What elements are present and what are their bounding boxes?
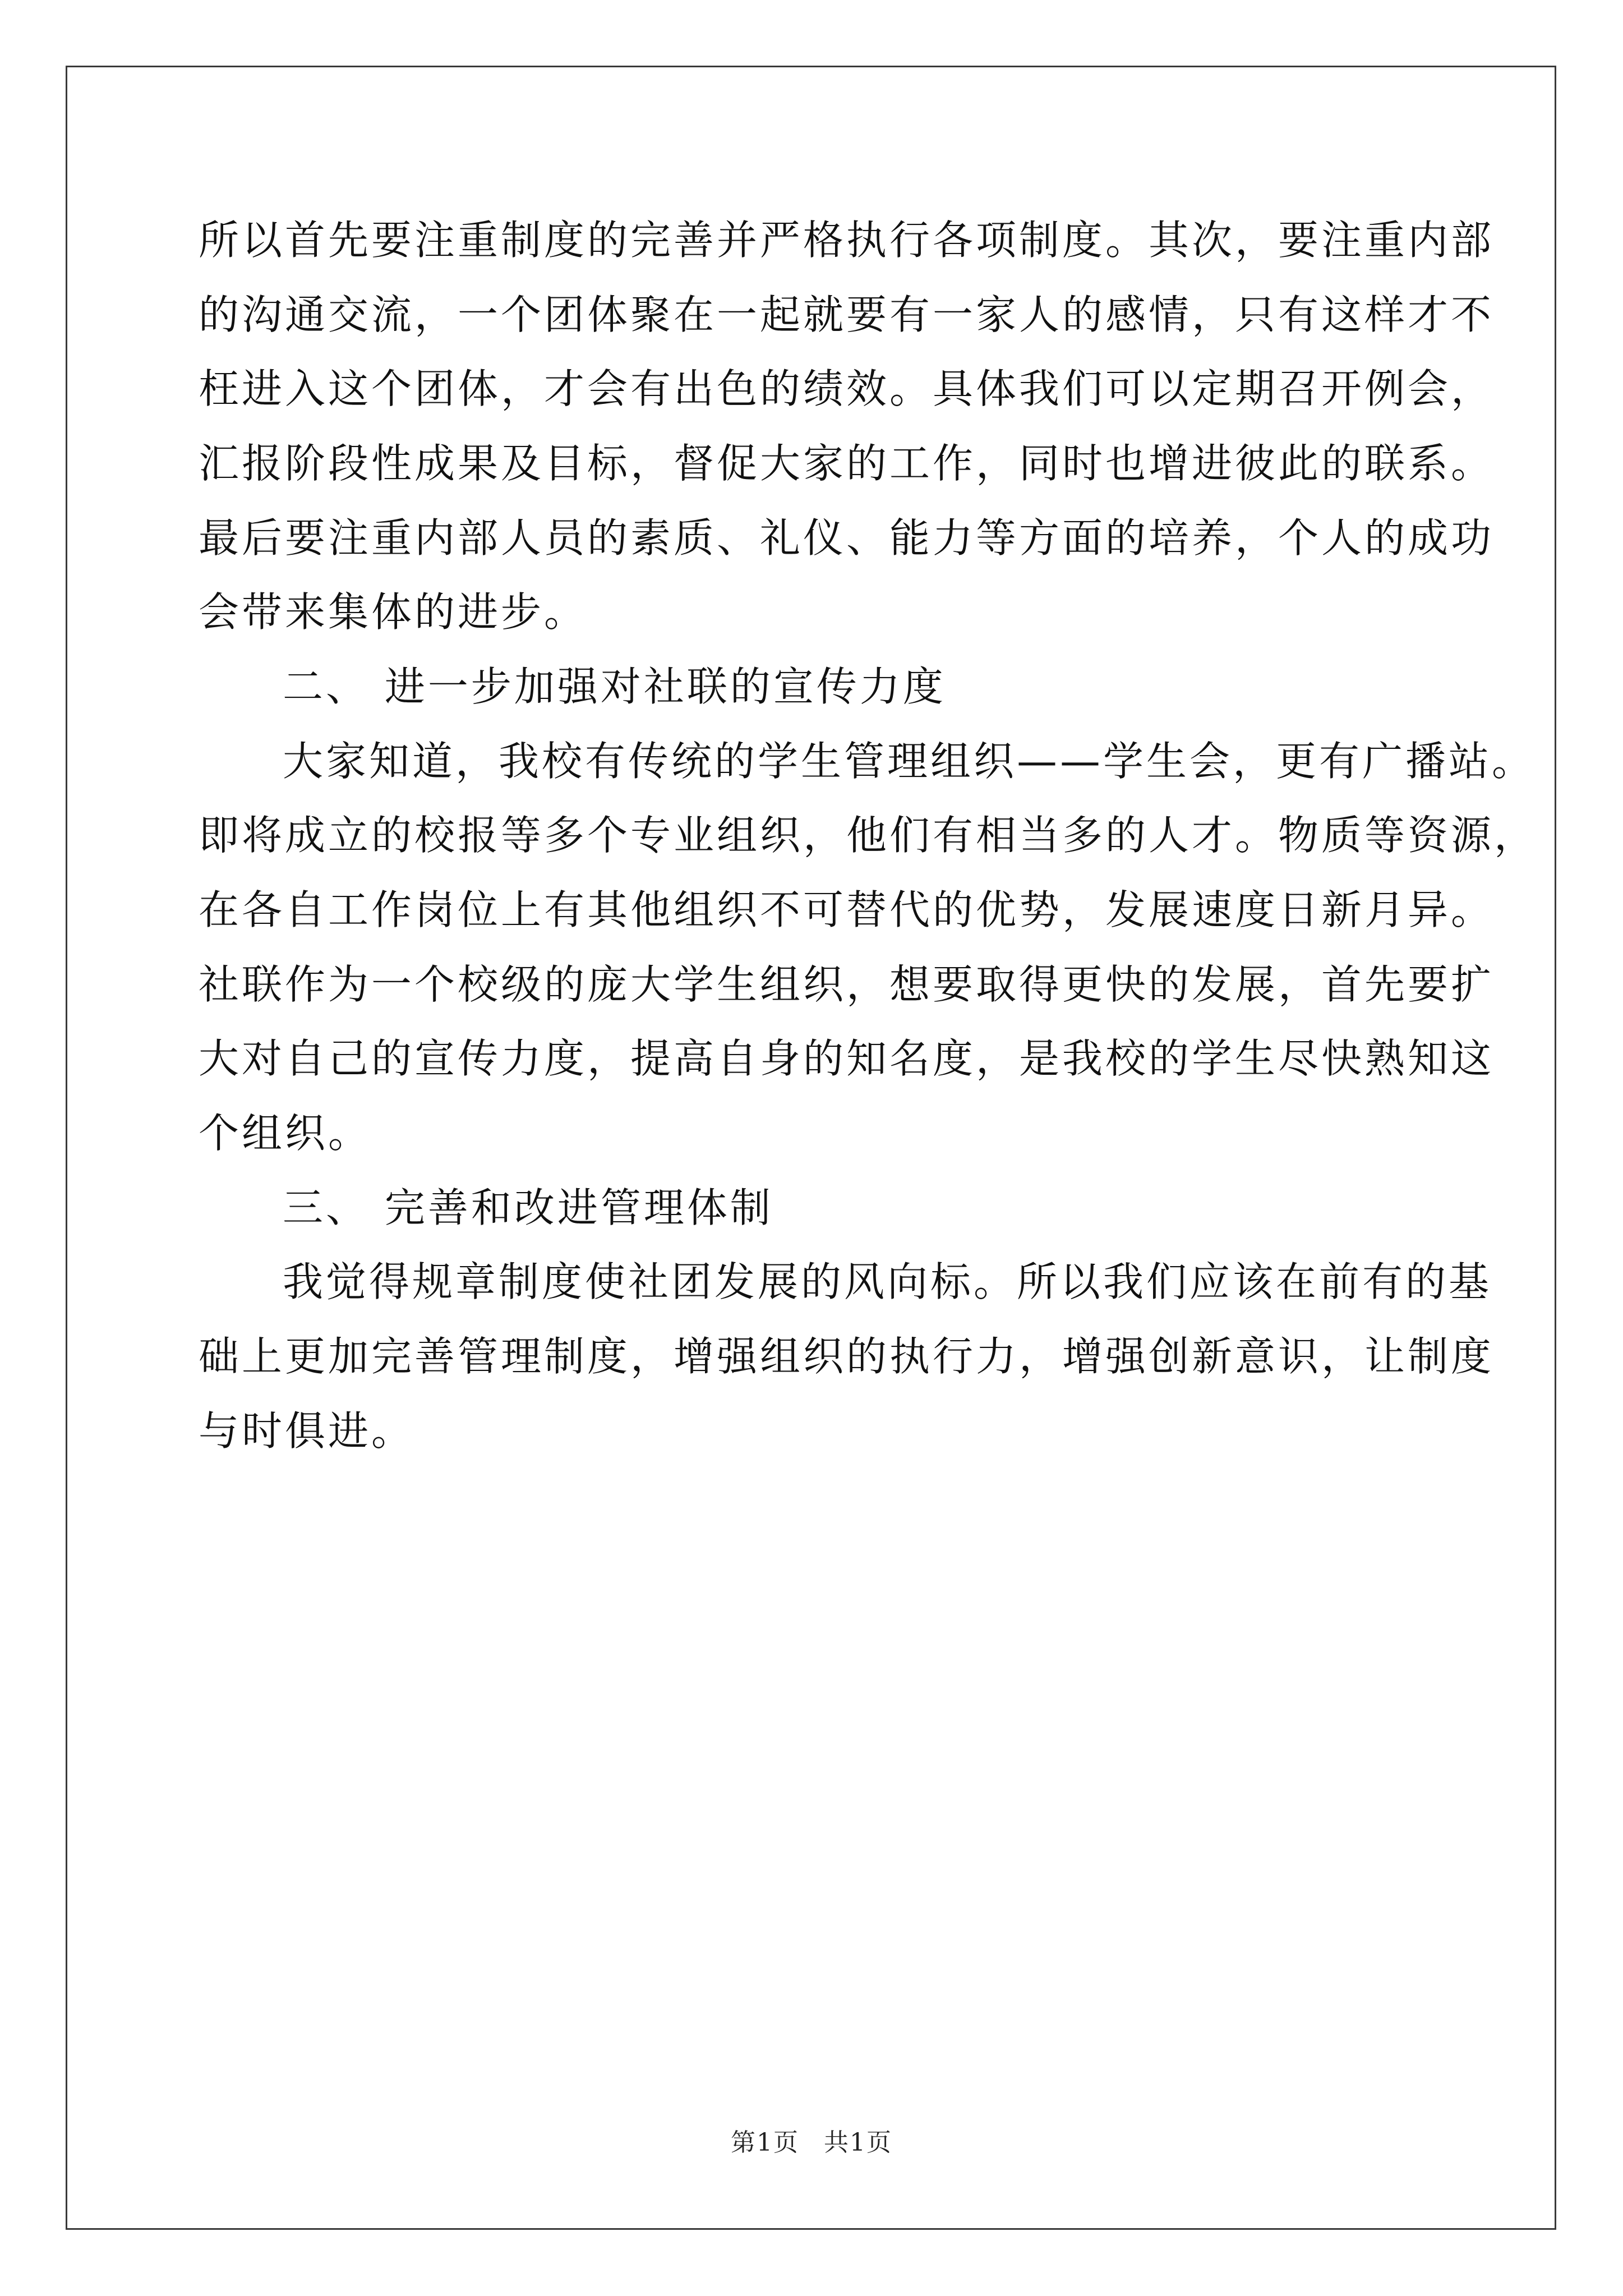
text-line: 大对自己的宣传力度，提高自身的知名度，是我校的学生尽快熟知这 bbox=[199, 1035, 1495, 1082]
page-number: 第1页 bbox=[731, 2128, 799, 2157]
text-line: 会带来集体的进步。 bbox=[199, 588, 588, 636]
section-heading: 三、 完善和改进管理体制 bbox=[283, 1184, 773, 1231]
text-line: 最后要注重内部人员的素质、礼仪、能力等方面的培养，个人的成功 bbox=[199, 514, 1495, 562]
page-total: 共1页 bbox=[824, 2128, 892, 2157]
page-footer bbox=[0, 2126, 1623, 2160]
text-line: 社联作为一个校级的庞大学生组织，想要取得更快的发展，首先要扩 bbox=[199, 961, 1495, 1008]
text-line: 在各自工作岗位上有其他组织不可替代的优势，发展速度日新月异。 bbox=[199, 886, 1495, 933]
text-line: 与时俱进。 bbox=[199, 1407, 415, 1455]
text-line: 的沟通交流，一个团体聚在一起就要有一家人的感情，只有这样才不 bbox=[199, 291, 1495, 338]
text-line: 大家知道，我校有传统的学生管理组织——学生会，更有广播站。 bbox=[283, 738, 1536, 785]
text-line: 础上更加完善管理制度，增强组织的执行力，增强创新意识，让制度 bbox=[199, 1333, 1495, 1380]
section-heading: 二、 进一步加强对社联的宣传力度 bbox=[283, 663, 946, 710]
text-line: 我觉得规章制度使社团发展的风向标。所以我们应该在前有的基 bbox=[283, 1258, 1492, 1305]
text-line: 个组织。 bbox=[199, 1110, 372, 1157]
text-line: 枉进入这个团体，才会有出色的绩效。具体我们可以定期召开例会， bbox=[199, 365, 1495, 412]
text-line: 即将成立的校报等多个专业组织，他们有相当多的人才。物质等资源， bbox=[199, 812, 1538, 859]
text-line: 所以首先要注重制度的完善并严格执行各项制度。其次，要注重内部 bbox=[199, 217, 1495, 264]
text-line: 汇报阶段性成果及目标，督促大家的工作，同时也增进彼此的联系。 bbox=[199, 440, 1495, 487]
